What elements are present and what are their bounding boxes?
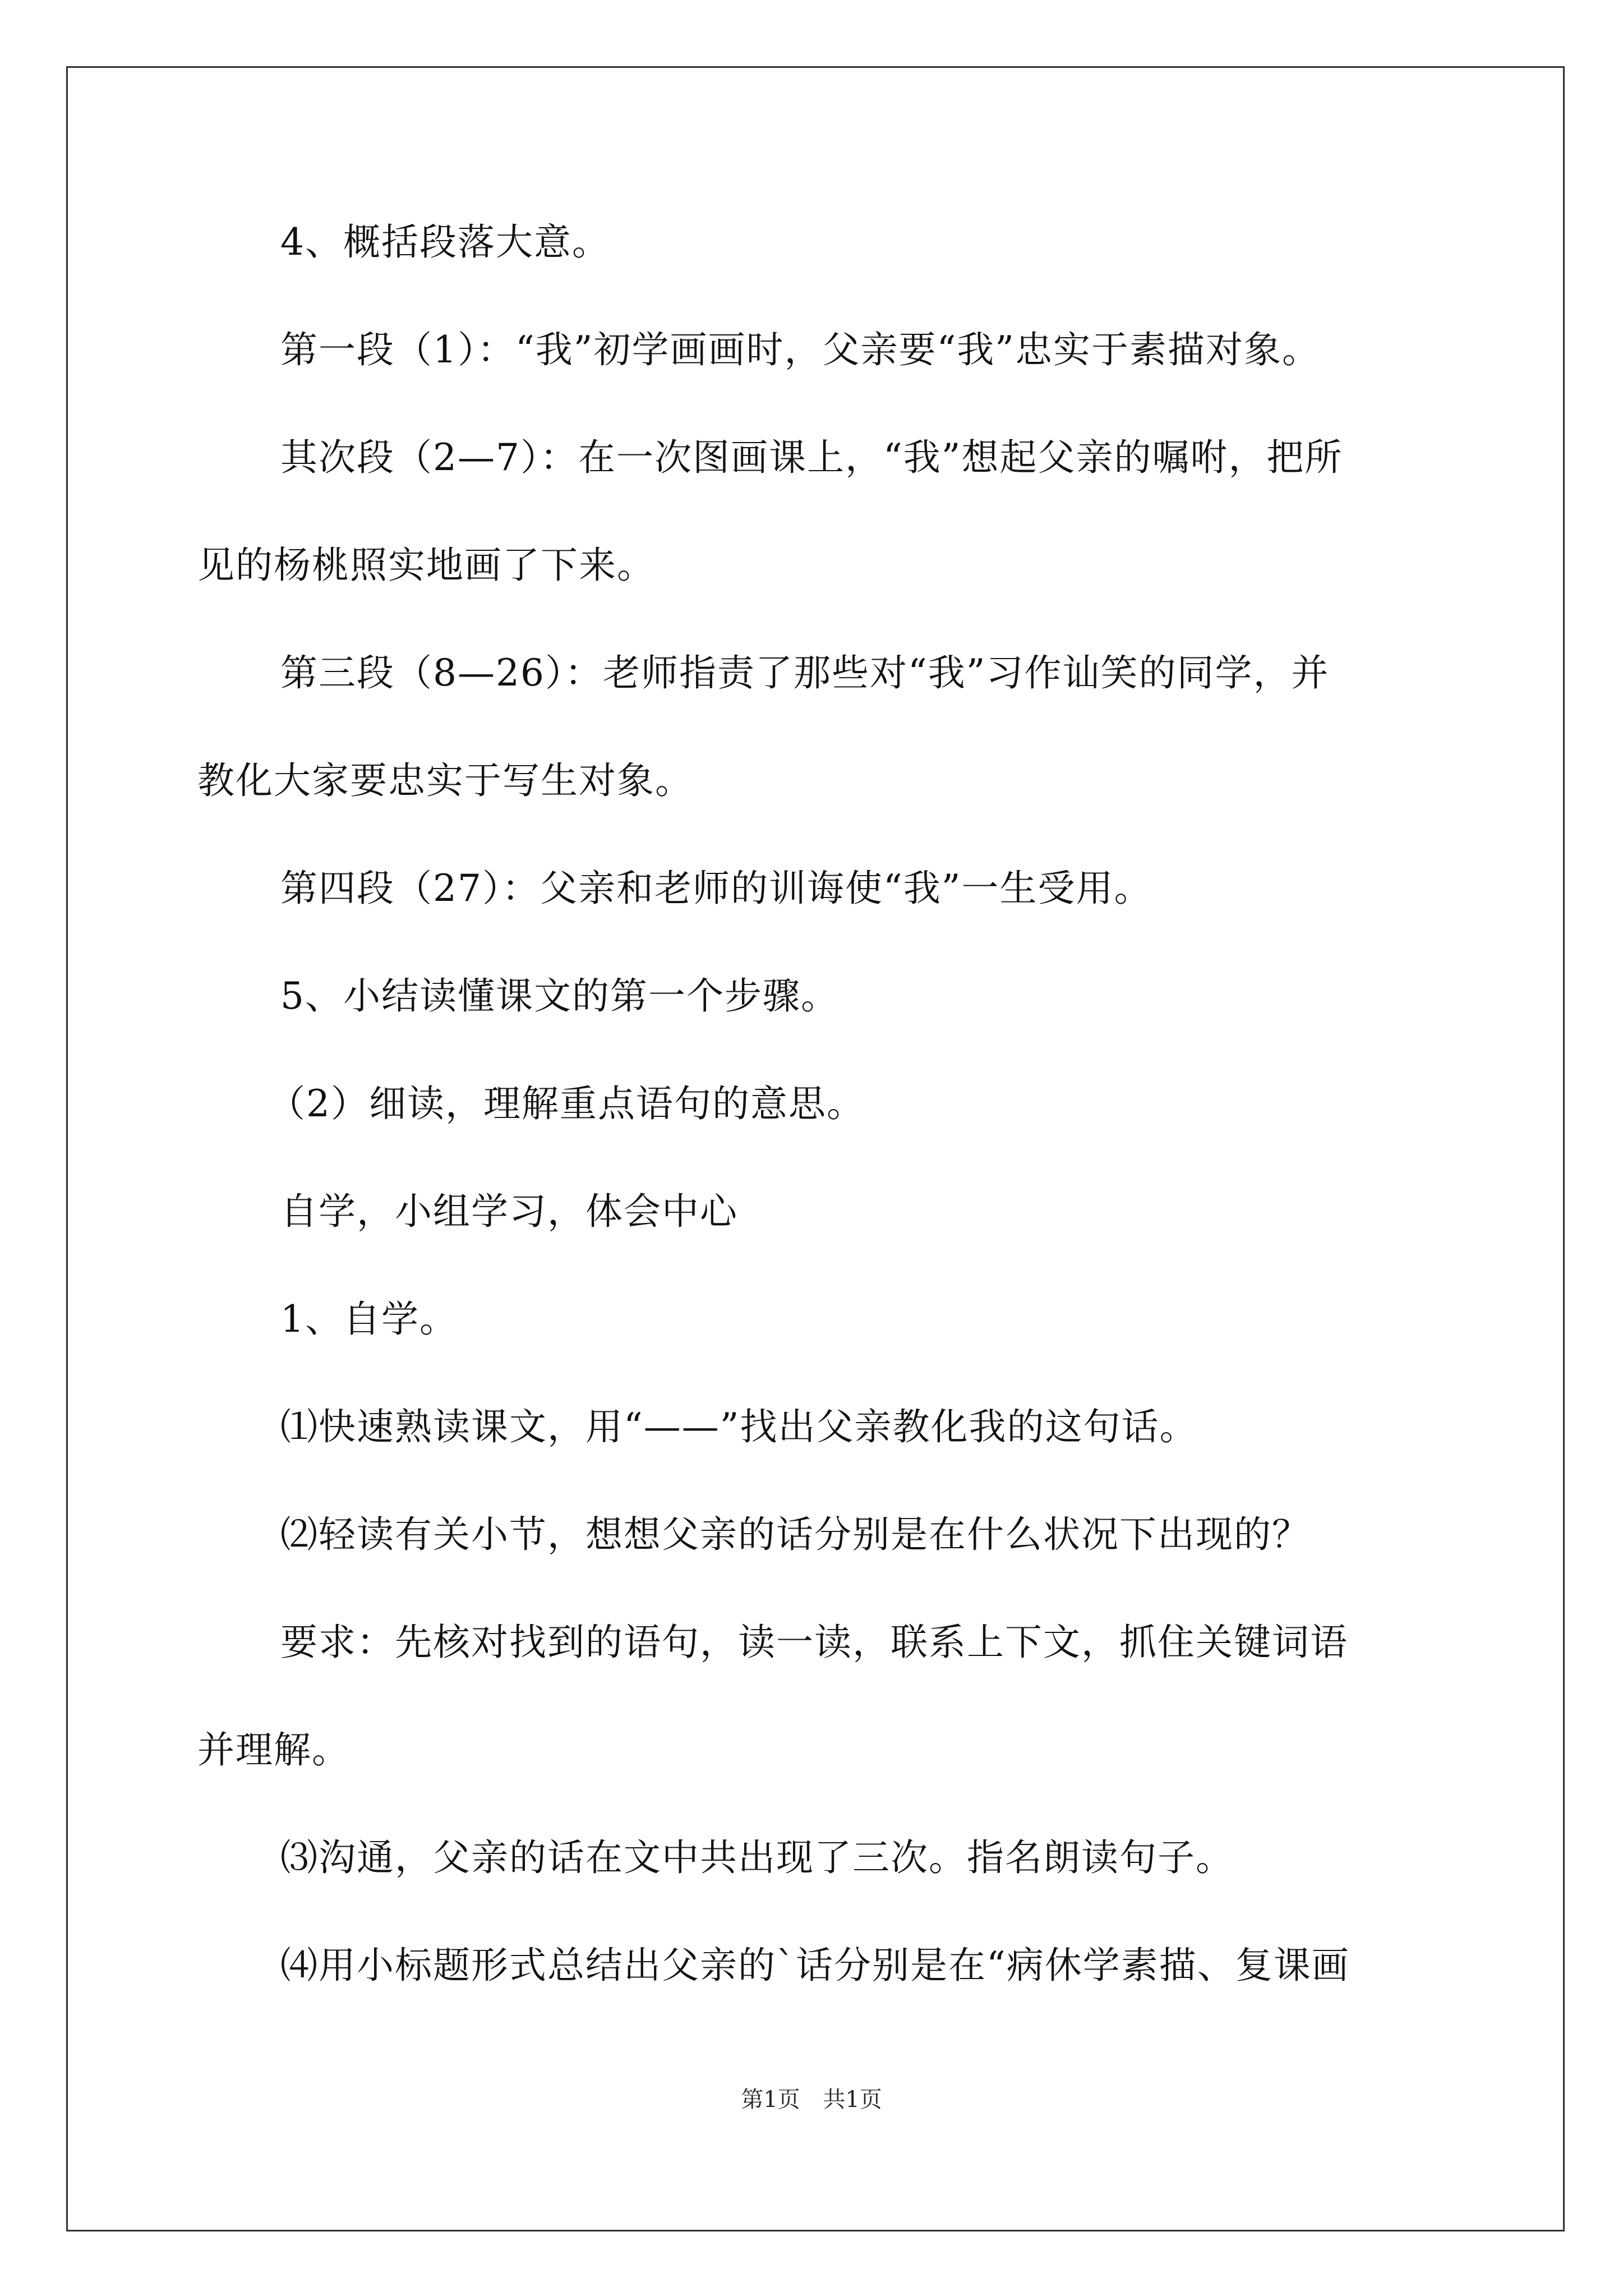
text-line: 第四段（27）：父亲和老师的训诲使“我”一生受用。 bbox=[280, 867, 1152, 910]
text-line: 教化大家要忠实于写生对象。 bbox=[197, 759, 693, 802]
text-line: 见的杨桃照实地画了下来。 bbox=[197, 544, 655, 587]
text-line: 第三段（8—26）：老师指责了那些对“我”习作讪笑的同学，并 bbox=[280, 651, 1330, 694]
text-line: 要求：先核对找到的语句，读一读，联系上下文，抓住关键词语 bbox=[280, 1621, 1348, 1664]
text-line: ⑷用小标题形式总结出父亲的`话分别是在“病休学素描、复课画 bbox=[280, 1944, 1350, 1987]
page-border bbox=[66, 66, 1565, 2231]
text-line: ⑵轻读有关小节，想想父亲的话分别是在什么状况下出现的？ bbox=[280, 1513, 1310, 1556]
text-line: 并理解。 bbox=[197, 1728, 350, 1772]
text-line: 其次段（2—7）：在一次图画课上，“我”想起父亲的嘱咐，把所 bbox=[280, 436, 1343, 479]
text-line: ⑴快速熟读课文，用“——”找出父亲教化我的这句话。 bbox=[280, 1405, 1198, 1448]
text-line: （2）细读，理解重点语句的意思。 bbox=[268, 1082, 865, 1125]
page-footer bbox=[0, 2086, 1623, 2114]
text-line: ⑶沟通，父亲的话在文中共出现了三次。指名朗读句子。 bbox=[280, 1836, 1234, 1879]
text-line: 4、概括段落大意。 bbox=[280, 220, 610, 264]
text-line: 1、自学。 bbox=[280, 1297, 458, 1341]
text-line: 第一段（1）：“我”初学画画时，父亲要“我”忠实于素描对象。 bbox=[280, 328, 1320, 371]
page-number-current: 第1页 bbox=[741, 2087, 800, 2113]
text-line: 5、小结读懂课文的第一个步骤。 bbox=[280, 974, 839, 1018]
page-number-total: 共1页 bbox=[823, 2087, 882, 2113]
text-line: 自学，小组学习，体会中心 bbox=[280, 1190, 738, 1233]
